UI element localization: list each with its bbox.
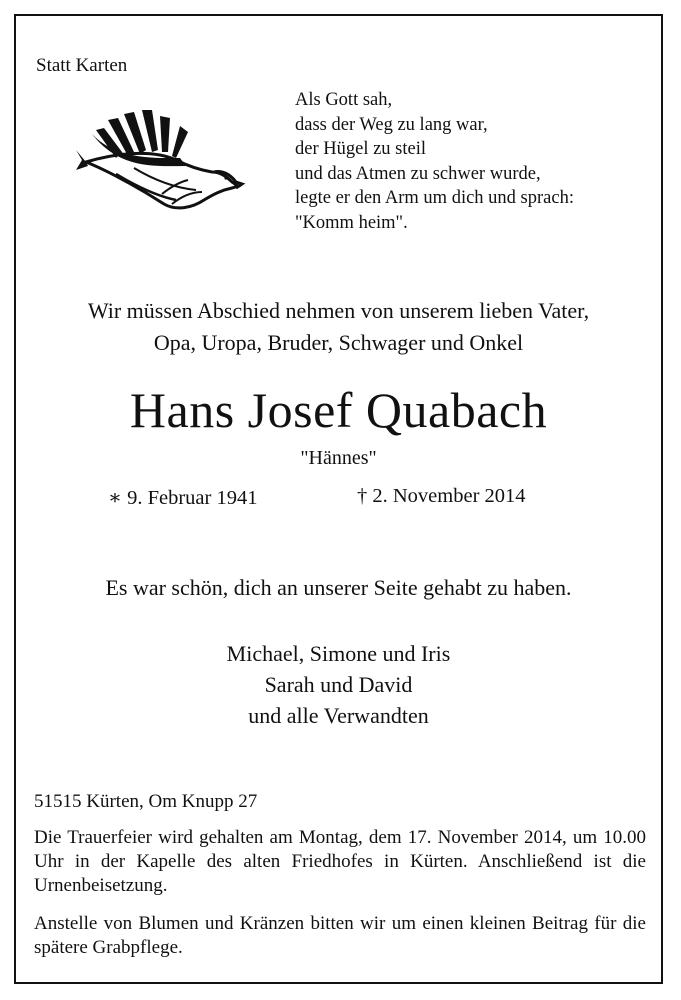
poem-line: der Hügel zu steil [295, 139, 426, 159]
poem-line: und das Atmen zu schwer wurde, [295, 163, 541, 184]
death-cross-icon: † [357, 485, 368, 507]
flowers-paragraph: Anstelle von Blumen und Kränzen bitten wir um einen kleinen Beitrag für die spätere Grabpflege. [34, 913, 646, 958]
mourners-line: und alle Verwandten [248, 703, 429, 728]
closing-line: Es war schön, dich an unserer Seite gehabt zu haben. [105, 575, 572, 600]
poem-line: dass der Weg zu lang war, [295, 114, 488, 135]
address: 51515 Kürten, Om Knupp 27 [34, 791, 258, 812]
intro-line: Opa, Uropa, Bruder, Schwager und Onkel [153, 330, 524, 355]
mourners-line: Michael, Simone und Iris [226, 641, 451, 666]
birth-date-text: 9. Februar 1941 [127, 487, 258, 509]
funeral-paragraph: Die Trauerfeier wird gehalten am Montag, dem 17. November 2014, um 10.00 Uhr in der Kapelle des alten Friedhofes in Kürten. Anschließend ist die Urnenbeisetzung. [34, 827, 646, 896]
poem-line: "Komm heim". [295, 212, 408, 233]
birth-date [108, 485, 257, 510]
poem-line: legte er den Arm um dich und sprach: [295, 188, 574, 208]
intro-line: Wir müssen Abschied nehmen von unserem lieben Vater, [87, 298, 590, 323]
poem [295, 88, 574, 235]
death-date [357, 485, 526, 508]
deceased-name: Hans Josef Quabach [129, 382, 548, 438]
death-date-text: 2. November 2014 [372, 485, 526, 507]
deceased-nickname: "Hännes" [300, 447, 377, 469]
intro-text [20, 295, 657, 359]
mourners [20, 638, 657, 731]
poem-line: Als Gott sah, [295, 90, 393, 110]
birth-star-icon: ∗ [108, 487, 122, 509]
statt-karten-label: Statt Karten [36, 55, 128, 76]
mourners-line: Sarah und David [264, 672, 413, 697]
dove-icon [76, 100, 246, 225]
